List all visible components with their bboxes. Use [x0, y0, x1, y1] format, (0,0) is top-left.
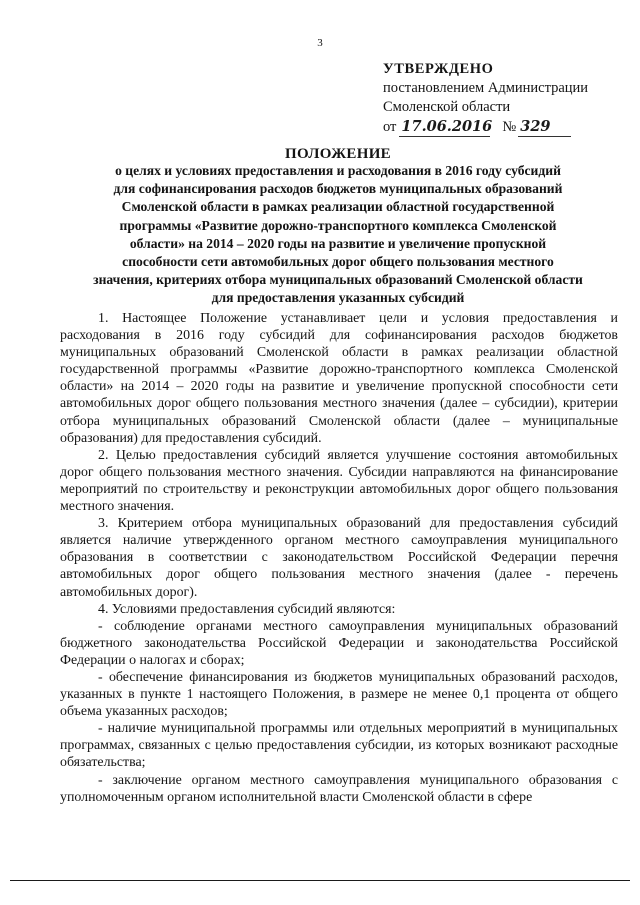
subtitle-line: о целях и условиях предоставления и расходования в 2016 году субсидий: [115, 163, 561, 178]
handwritten-number: 329: [518, 117, 571, 137]
subtitle-line: способности сети автомобильных дорог общего пользования местного: [122, 254, 554, 270]
condition-item: - соблюдение органами местного самоуправления муниципальных образований бюджетного законодательства Российской Федерации и законодательства Российской Федерации о налогах и сборах;: [60, 618, 618, 668]
approved-label: УТВЕРЖДЕНО: [383, 61, 494, 77]
page-bottom-divider: [10, 880, 630, 881]
condition-item: - наличие муниципальной программы или отдельных мероприятий в муниципальных программах, связанных с целью предоставления субсидии, из которых возникают расходные обязательства;: [60, 721, 618, 771]
document-title: ПОЛОЖЕНИЕ: [285, 146, 391, 162]
subtitle-line: для предоставления указанных субсидий: [211, 290, 465, 306]
subtitle-line: значения, критериях отбора муниципальных образований Смоленской области: [93, 272, 583, 288]
document-subtitle: [58, 162, 618, 308]
number-sign: №: [502, 119, 517, 135]
subtitle-line: для софинансирования расходов бюджетов муниципальных образований: [113, 181, 563, 197]
condition-item: - заключение органом местного самоуправления муниципального образования с уполномоченным органом исполнительной власти Смоленской области в сфере: [60, 772, 618, 805]
condition-item: - обеспечение финансирования из бюджетов муниципальных образований расходов, указанных в пункте 1 настоящего Положения, в размере не менее 0,1 процента от общего объема указанных расходов;: [60, 669, 618, 720]
document-body: [60, 310, 618, 806]
subtitle-line: области» на 2014 – 2020 годы на развитие и увеличение пропускной: [129, 235, 547, 251]
subtitle-line: программы «Развитие дорожно-транспортного комплекса Смоленской: [119, 217, 557, 233]
paragraph-1: 1. Настоящее Положение устанавливает цели и условия предоставления и расходования в 2016 году субсидий для софинансирования расходов бюджетов муниципальных образований Смоленской области в рамках реализации областной государственной программы «Развитие дорожно-транспортного комплекса Смоленской области» на 2014 – 2020 годы на развитие и увеличение пропускной способности сети автомобильных дорог общего пользования местного значения (далее – субсидии), критерии отбора муниципальных образований Смоленской области (далее – муниципальные образования) для предоставления субсидий.: [60, 311, 618, 446]
approval-region-line: Смоленской области: [383, 99, 511, 115]
paragraph-4: 4. Условиями предоставления субсидий являются:: [98, 601, 396, 617]
paragraph-2: 2. Целью предоставления субсидий является улучшение состояния автомобильных дорог общего пользования местного значения. Субсидии направляются на финансирование мероприятий по строительству и реконструкции автомобильных дорог общего пользования местного значения.: [60, 447, 618, 515]
approval-block: [383, 60, 623, 137]
handwritten-date: 17.06.2016: [401, 118, 493, 135]
approval-decree-line: постановлением Администрации: [383, 80, 589, 96]
subtitle-line: Смоленской области в рамках реализации областной государственной: [121, 199, 555, 215]
page-number: 3: [317, 37, 323, 49]
from-label: от: [383, 119, 397, 135]
approval-date-number-line: [383, 117, 623, 137]
paragraph-3: 3. Критерием отбора муниципальных образований для предоставления субсидий является наличие утвержденного органом местного самоуправления муниципального образования в соответствии с законодательством Российской Федерации перечня автомобильных дорог общего пользования местного значения (далее - перечень автомобильных дорог).: [60, 516, 618, 600]
